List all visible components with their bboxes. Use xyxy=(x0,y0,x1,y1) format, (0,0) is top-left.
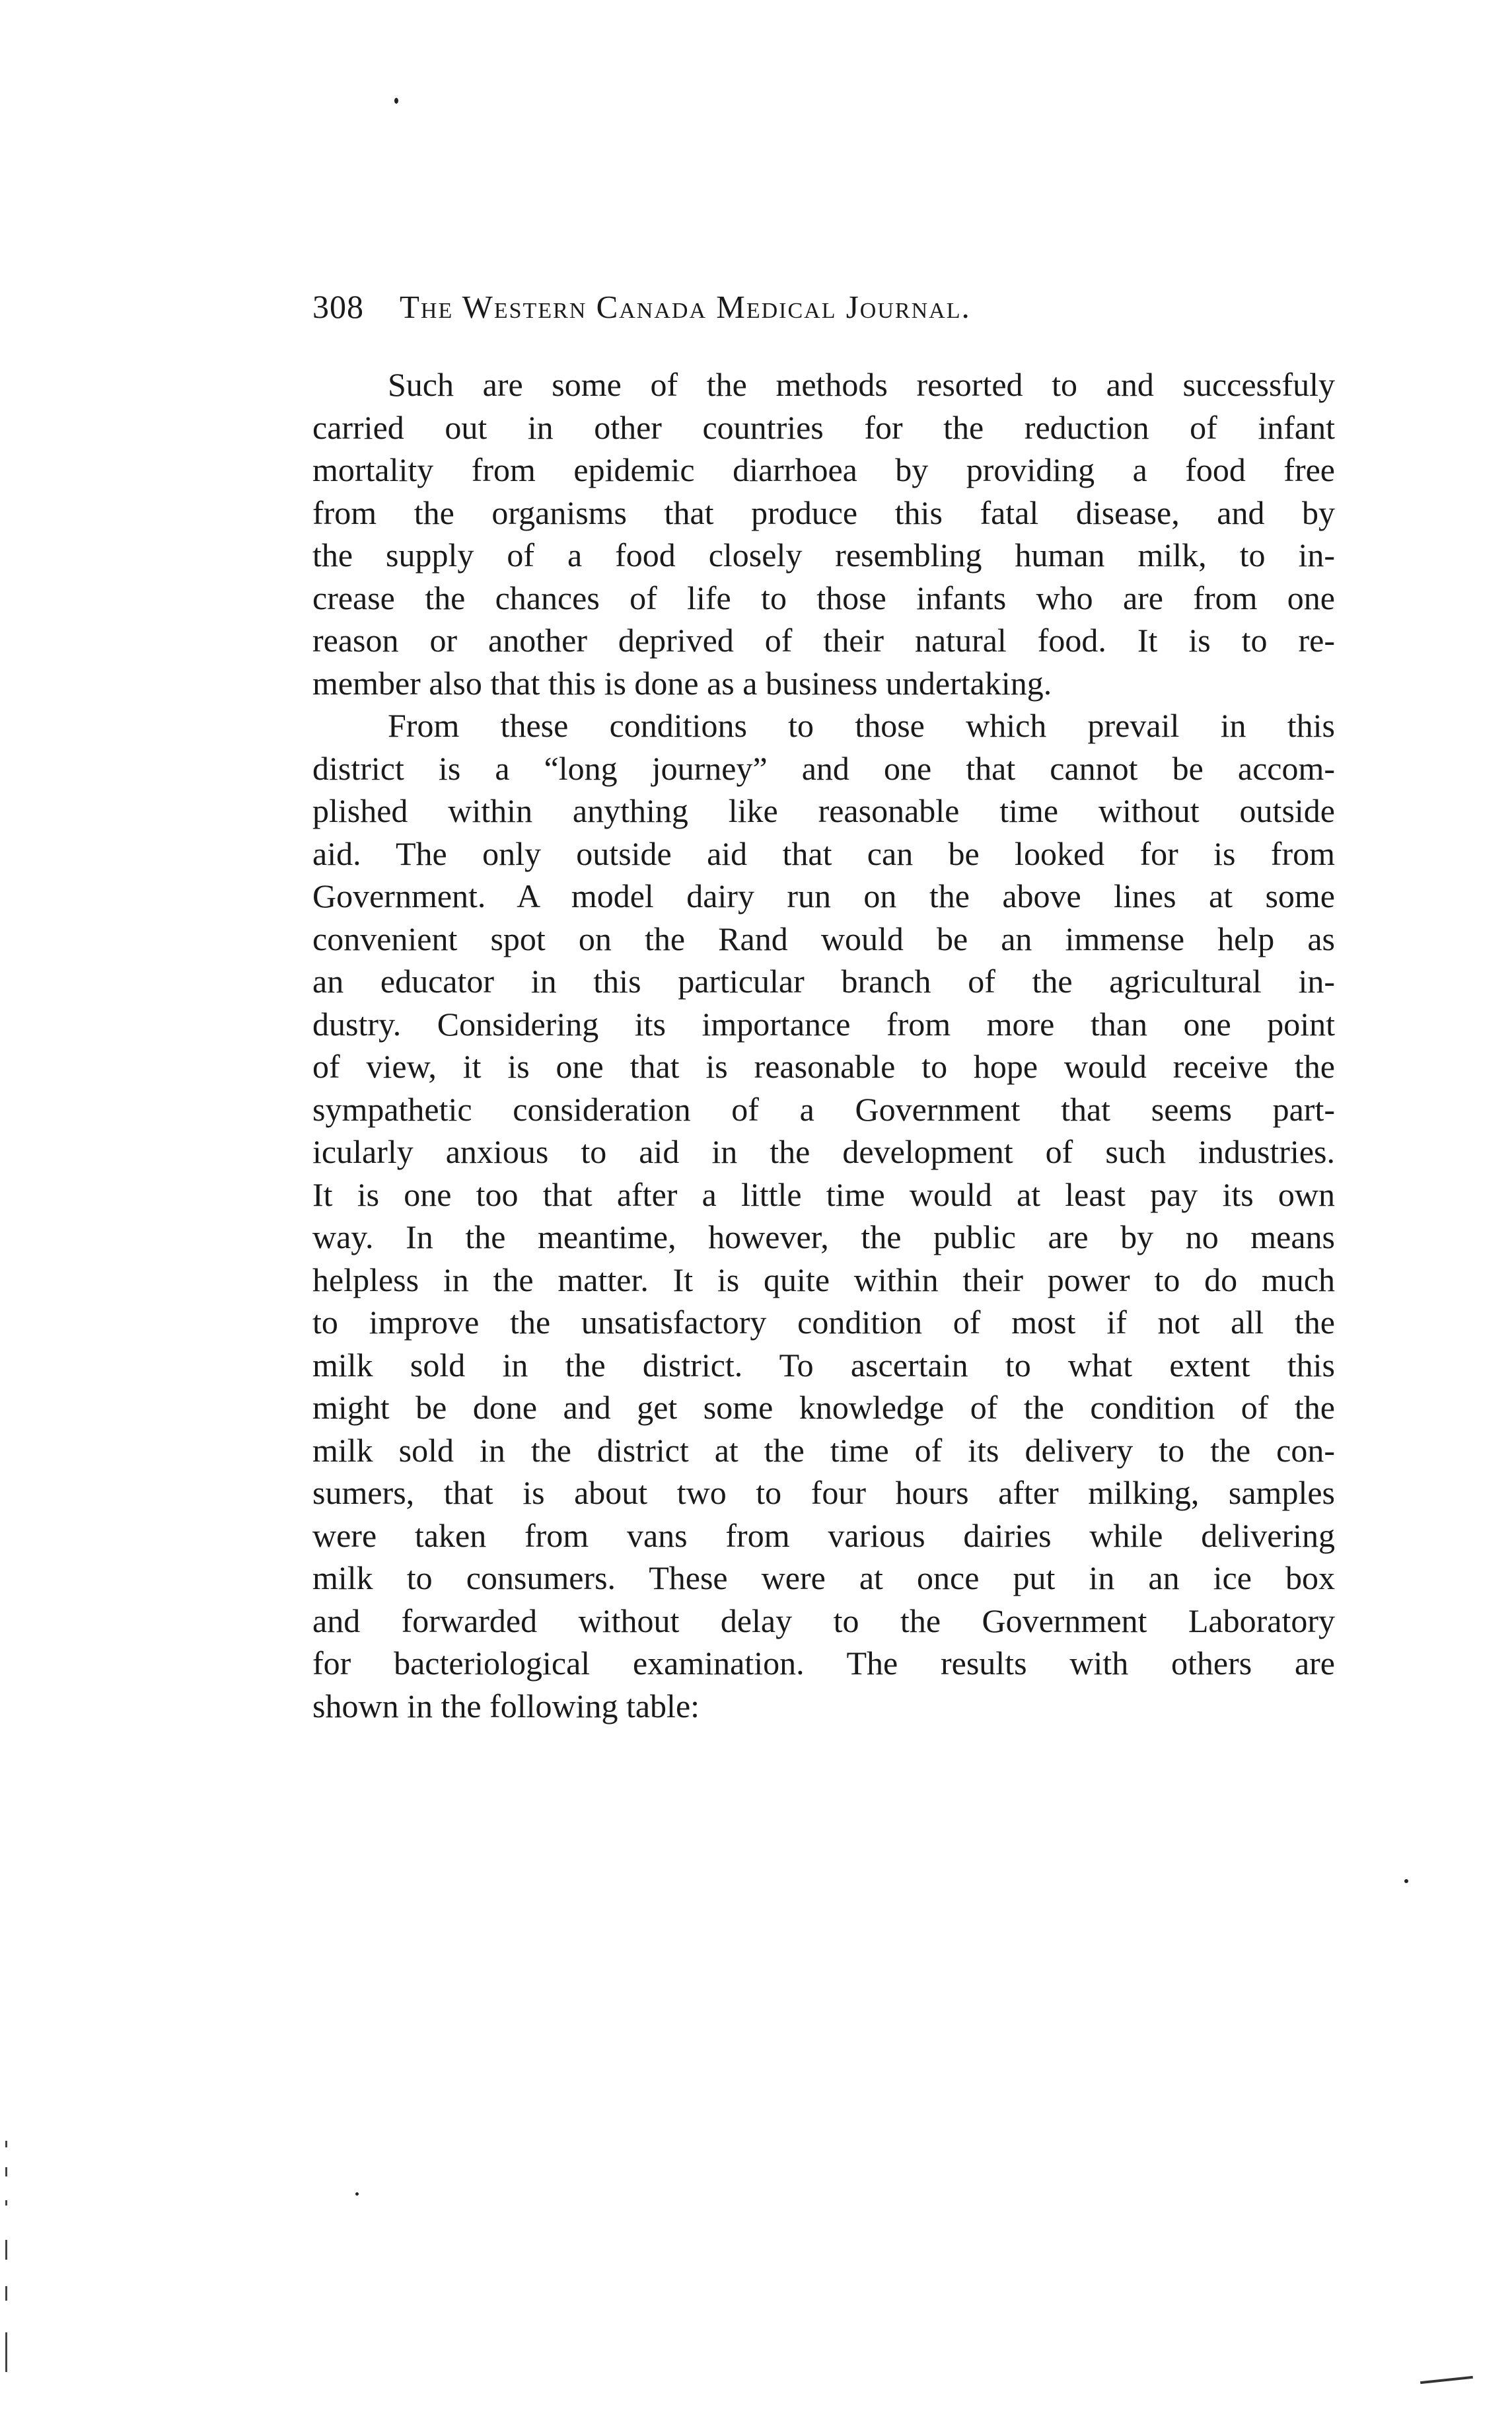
ink-speck xyxy=(394,98,398,104)
text-line: district is a “long journey” and one that cannot be accom- xyxy=(312,749,1335,787)
text-line: sympathetic consideration of a Government that seems part- xyxy=(312,1090,1335,1128)
text-line: to improve the unsatisfactory condition of most if not all the xyxy=(312,1304,1335,1341)
text-line: milk sold in the district at the time of its delivery to the con- xyxy=(312,1431,1335,1469)
text-line: helpless in the matter. It is quite within their power to do much xyxy=(312,1261,1335,1298)
text-line: sumers, that is about two to four hours after milking, samples xyxy=(312,1474,1335,1511)
ink-speck xyxy=(355,2192,359,2196)
text-line: might be done and get some knowledge of the condition of the xyxy=(312,1389,1335,1426)
text-line: icularly anxious to aid in the development of such industries. xyxy=(312,1133,1335,1170)
text-line: of view, it is one that is reasonable to hope would receive the xyxy=(312,1048,1335,1085)
text-line: It is one too that after a little time would at least pay its own xyxy=(312,1175,1335,1213)
text-line: aid. The only outside aid that can be looked for is from xyxy=(312,835,1335,872)
binding-edge-marks xyxy=(3,2141,11,2392)
text-line: convenient spot on the Rand would be an immense help as xyxy=(312,920,1335,957)
text-line: crease the chances of life to those infants who are from one xyxy=(312,579,1335,616)
body-text xyxy=(312,363,1335,1727)
text-line: milk sold in the district. To ascertain to what extent this xyxy=(312,1346,1335,1384)
text-line: and forwarded without delay to the Government Laboratory xyxy=(312,1602,1335,1639)
text-line: shown in the following table: xyxy=(312,1687,700,1725)
page-header xyxy=(312,287,1343,334)
text-line: mortality from epidemic diarrhoea by providing a food free xyxy=(312,451,1335,488)
ink-speck xyxy=(1404,1879,1408,1883)
text-line: for bacteriological examination. The results with others are xyxy=(312,1645,1335,1682)
text-line: Government. A model dairy run on the above lines at some xyxy=(312,877,1335,914)
running-head: The Western Canada Medical Journal. xyxy=(400,289,971,325)
text-line: way. In the meantime, however, the public are by no means xyxy=(312,1218,1335,1255)
text-line: an educator in this particular branch of the agricultural in- xyxy=(312,963,1335,1000)
text-line: member also that this is done as a business undertaking. xyxy=(312,664,1052,702)
text-line: plished within anything like reasonable time without outside xyxy=(312,792,1335,829)
corner-ink-mark xyxy=(1420,2376,1473,2384)
text-line: from the organisms that produce this fatal disease, and by xyxy=(312,494,1335,531)
text-line: Such are some of the methods resorted to and successfuly xyxy=(388,366,1335,403)
text-line: From these conditions to those which prevail in this xyxy=(388,707,1335,744)
text-line: the supply of a food closely resembling human milk, to in- xyxy=(312,537,1335,574)
text-line: milk to consumers. These were at once put in an ice box xyxy=(312,1559,1335,1596)
page-number: 308 xyxy=(312,288,364,325)
text-line: were taken from vans from various dairies while delivering xyxy=(312,1516,1335,1554)
text-line: dustry. Considering its importance from more than one point xyxy=(312,1005,1335,1043)
text-line: reason or another deprived of their natural food. It is to re- xyxy=(312,622,1335,659)
text-line: carried out in other countries for the reduction of infant xyxy=(312,408,1335,446)
